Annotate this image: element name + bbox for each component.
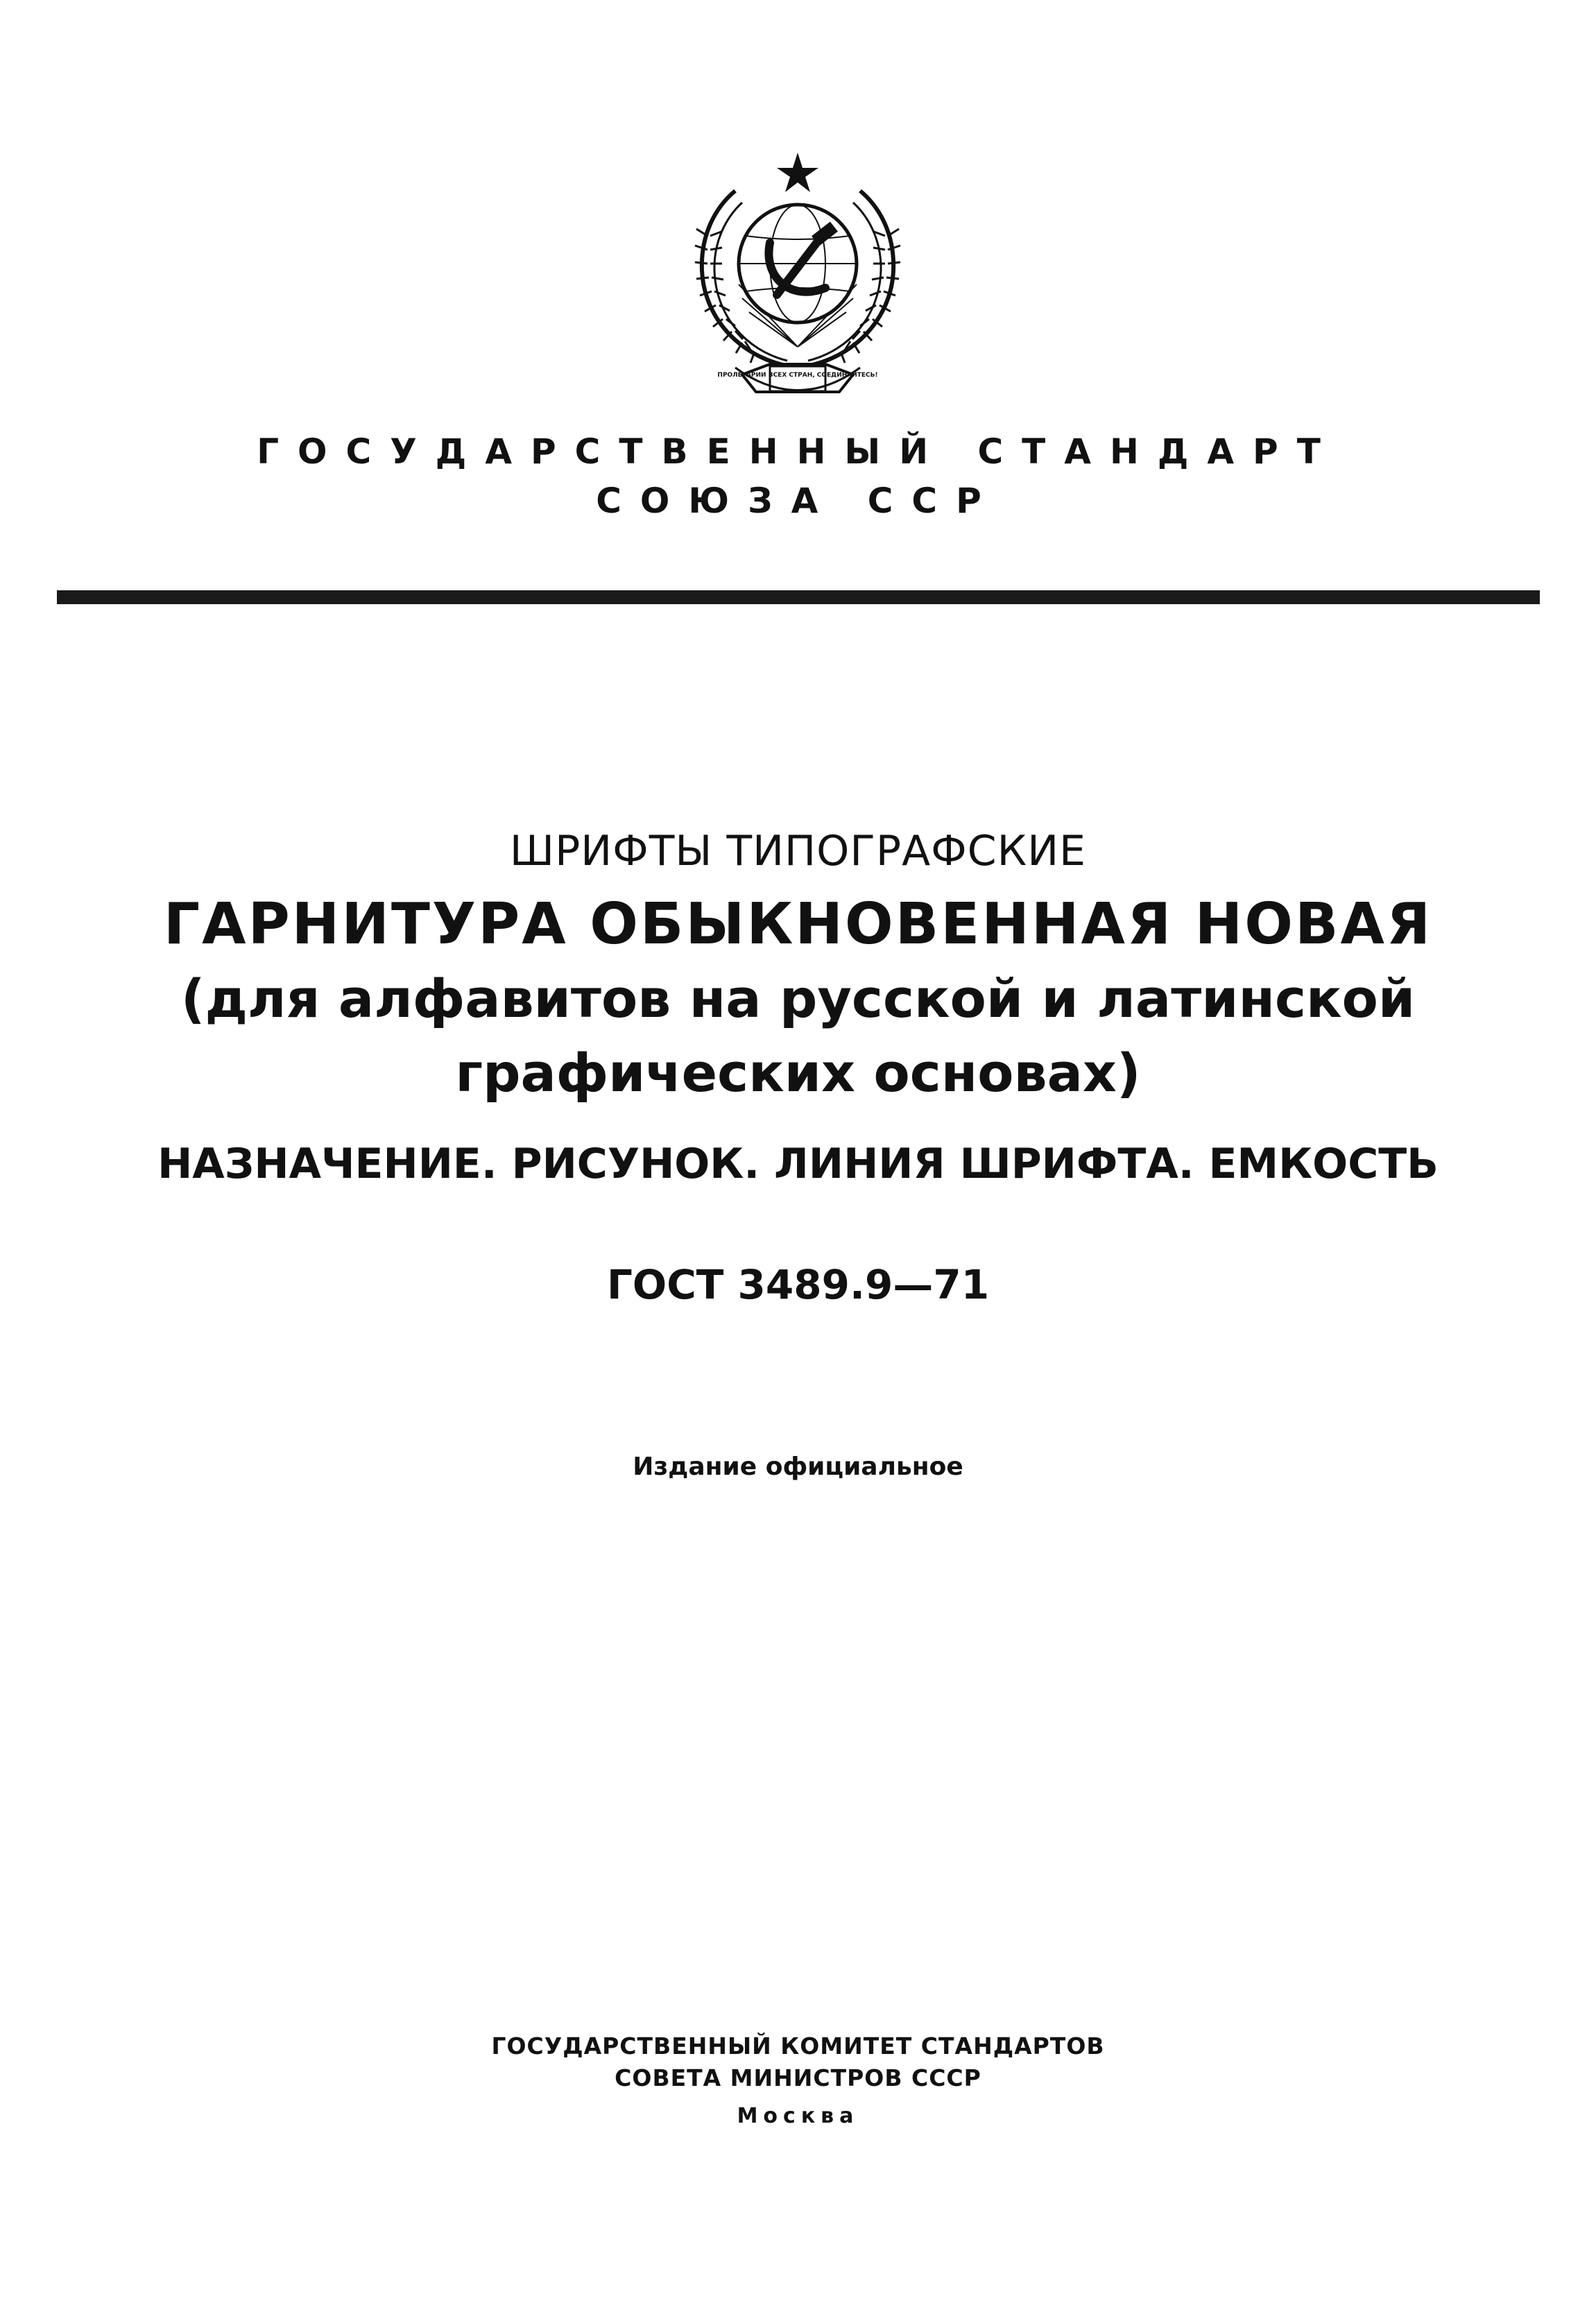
document-subtitle-line2: графических основах) xyxy=(455,1042,1141,1104)
document-title: ГАРНИТУРА ОБЫКНОВЕННАЯ НОВАЯ xyxy=(163,891,1433,957)
standard-designation: ГОСТ 3489.9—71 xyxy=(606,1261,990,1308)
document-scope: НАЗНАЧЕНИЕ. РИСУНОК. ЛИНИЯ ШРИФТА. ЕМКОСТЬ xyxy=(157,1140,1439,1188)
publisher-city: Москва xyxy=(737,2104,859,2128)
state-emblem-icon xyxy=(666,139,929,416)
document-series: ШРИФТЫ ТИПОГРАФСКИЕ xyxy=(509,827,1087,875)
edition-note: Издание официальное xyxy=(633,1453,963,1481)
horizontal-divider xyxy=(57,590,1540,604)
standard-heading-line2: СОЮЗА ССР xyxy=(596,481,1000,521)
publisher-line2: СОВЕТА МИНИСТРОВ СССР xyxy=(615,2064,981,2091)
emblem-ribbon-text: ПРОЛЕТАРИИ ВСЕХ СТРАН, СОЕДИНЯЙТЕСЬ! xyxy=(717,372,878,379)
standard-heading-line1: ГОСУДАРСТВЕННЫЙ СТАНДАРТ xyxy=(257,431,1339,472)
document-subtitle-line1: (для алфавитов на русской и латинской xyxy=(180,968,1416,1029)
publisher-line1: ГОСУДАРСТВЕННЫЙ КОМИТЕТ СТАНДАРТОВ xyxy=(491,2032,1105,2060)
